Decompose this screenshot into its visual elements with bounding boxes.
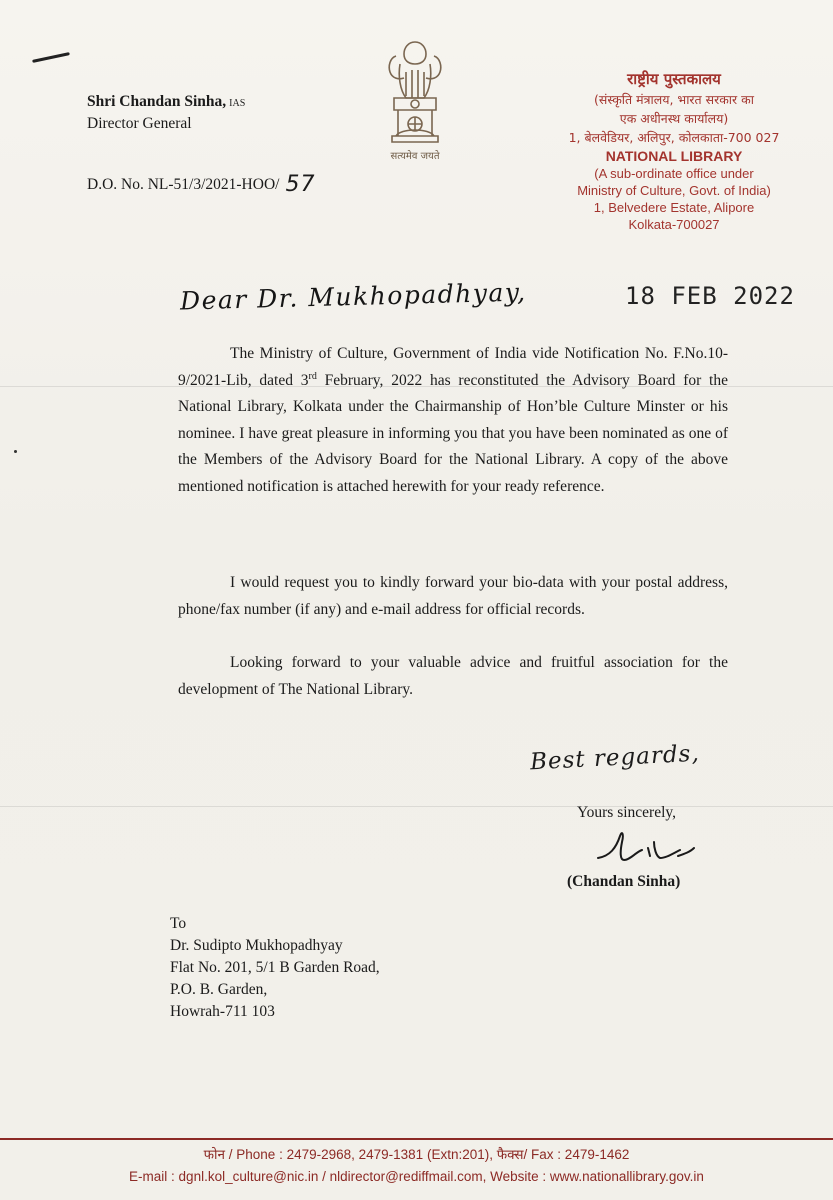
emblem-motto: सत्यमेव जयते: [390, 151, 440, 162]
paper-fold: [0, 806, 833, 807]
footer-fax: / Fax : 2479-1462: [523, 1147, 630, 1162]
body-paragraph-1: [178, 341, 728, 500]
recipient-line1: Flat No. 201, 5/1 B Garden Road,: [170, 959, 380, 976]
handwritten-closing: Best regards,: [529, 740, 701, 776]
recipient-block: [170, 913, 380, 1023]
reference-number: [87, 170, 315, 195]
pen-mark: [32, 52, 70, 63]
recipient-name: Dr. Sudipto Mukhopadhyay: [170, 937, 343, 954]
footer-email-website: E-mail : dgnl.kol_culture@nic.in / nldirector@rediffmail.com, Website : www.nationallibrary.gov.in: [129, 1169, 704, 1184]
body-p1-sup: rd: [308, 370, 317, 382]
recipient-line2: P.O. B. Garden,: [170, 981, 268, 998]
letterhead-address: [540, 68, 808, 233]
letterhead-english-line2: Ministry of Culture, Govt. of India): [577, 183, 771, 198]
sender-block: [87, 92, 245, 134]
footer-phone: / Phone : 2479-2968, 2479-1381 (Extn:201),: [225, 1147, 497, 1162]
footer-divider: [0, 1138, 833, 1140]
signatory-name: (Chandan Sinha): [567, 873, 681, 890]
sender-title: Director General: [87, 115, 192, 132]
footer-phone-hindi: फोन: [203, 1147, 226, 1163]
signature-icon: [590, 828, 700, 868]
letterhead-english-line1: (A sub-ordinate office under: [594, 166, 754, 181]
body-p1-text-b: February, 2022 has reconstituted the Advisory Board for the National Library, Kolkata under the Chairmanship of Hon’ble Culture Minster or his nominee. I have great pleasure in informing you that you have been nominated as one of the Members of the Advisory Board for the National Library. A copy of the above mentioned notification is attached herewith for your ready reference.: [178, 371, 728, 495]
national-emblem-icon: [370, 36, 460, 164]
reference-handwritten-number: 57: [285, 172, 316, 197]
letterhead-hindi-line2: एक अधीनस्थ कार्यालय): [619, 111, 729, 126]
body-p2-text: I would request you to kindly forward your bio-data with your postal address, phone/fax number (if any) and e-mail address for official records.: [178, 574, 728, 618]
letterhead-hindi-address: 1, बेलवेडियर, अलिपुर, कोलकाता-700 027: [568, 130, 780, 145]
letterhead-hindi-line1: (संस्कृति मंत्रालय, भारत सरकार का: [594, 92, 754, 107]
date-stamp: 18 FEB 2022: [625, 282, 795, 310]
body-paragraph-2: [178, 570, 728, 623]
footer-contact: [0, 1144, 833, 1187]
body-paragraph-3: [178, 650, 728, 703]
letterhead-english-line4: Kolkata-700027: [628, 217, 720, 232]
recipient-line3: Howrah-711 103: [170, 1003, 275, 1020]
reference-prefix: D.O. No. NL-51/3/2021-HOO/: [87, 176, 280, 193]
valediction: Yours sincerely,: [577, 804, 677, 821]
footer-fax-hindi: फैक्स: [496, 1147, 524, 1163]
letterhead-english-name: NATIONAL LIBRARY: [605, 148, 743, 164]
recipient-to: To: [170, 915, 187, 932]
ink-dot: [14, 450, 17, 453]
letterhead-english-line3: 1, Belvedere Estate, Alipore: [593, 200, 755, 215]
sender-suffix: IAS: [229, 98, 246, 109]
body-p1-text-a: The Ministry of Culture, Government of India vide Notification No. F.No.10-9/2021-Lib, dated 3: [178, 345, 728, 389]
body-p3-text: Looking forward to your valuable advice and fruitful association for the development of The National Library.: [178, 654, 728, 698]
sender-name: Shri Chandan Sinha,: [87, 93, 227, 110]
letterhead-hindi-name: राष्ट्रीय पुस्तकालय: [627, 70, 721, 88]
salutation: Dear Dr. Mukhopadhyay,: [179, 277, 527, 316]
